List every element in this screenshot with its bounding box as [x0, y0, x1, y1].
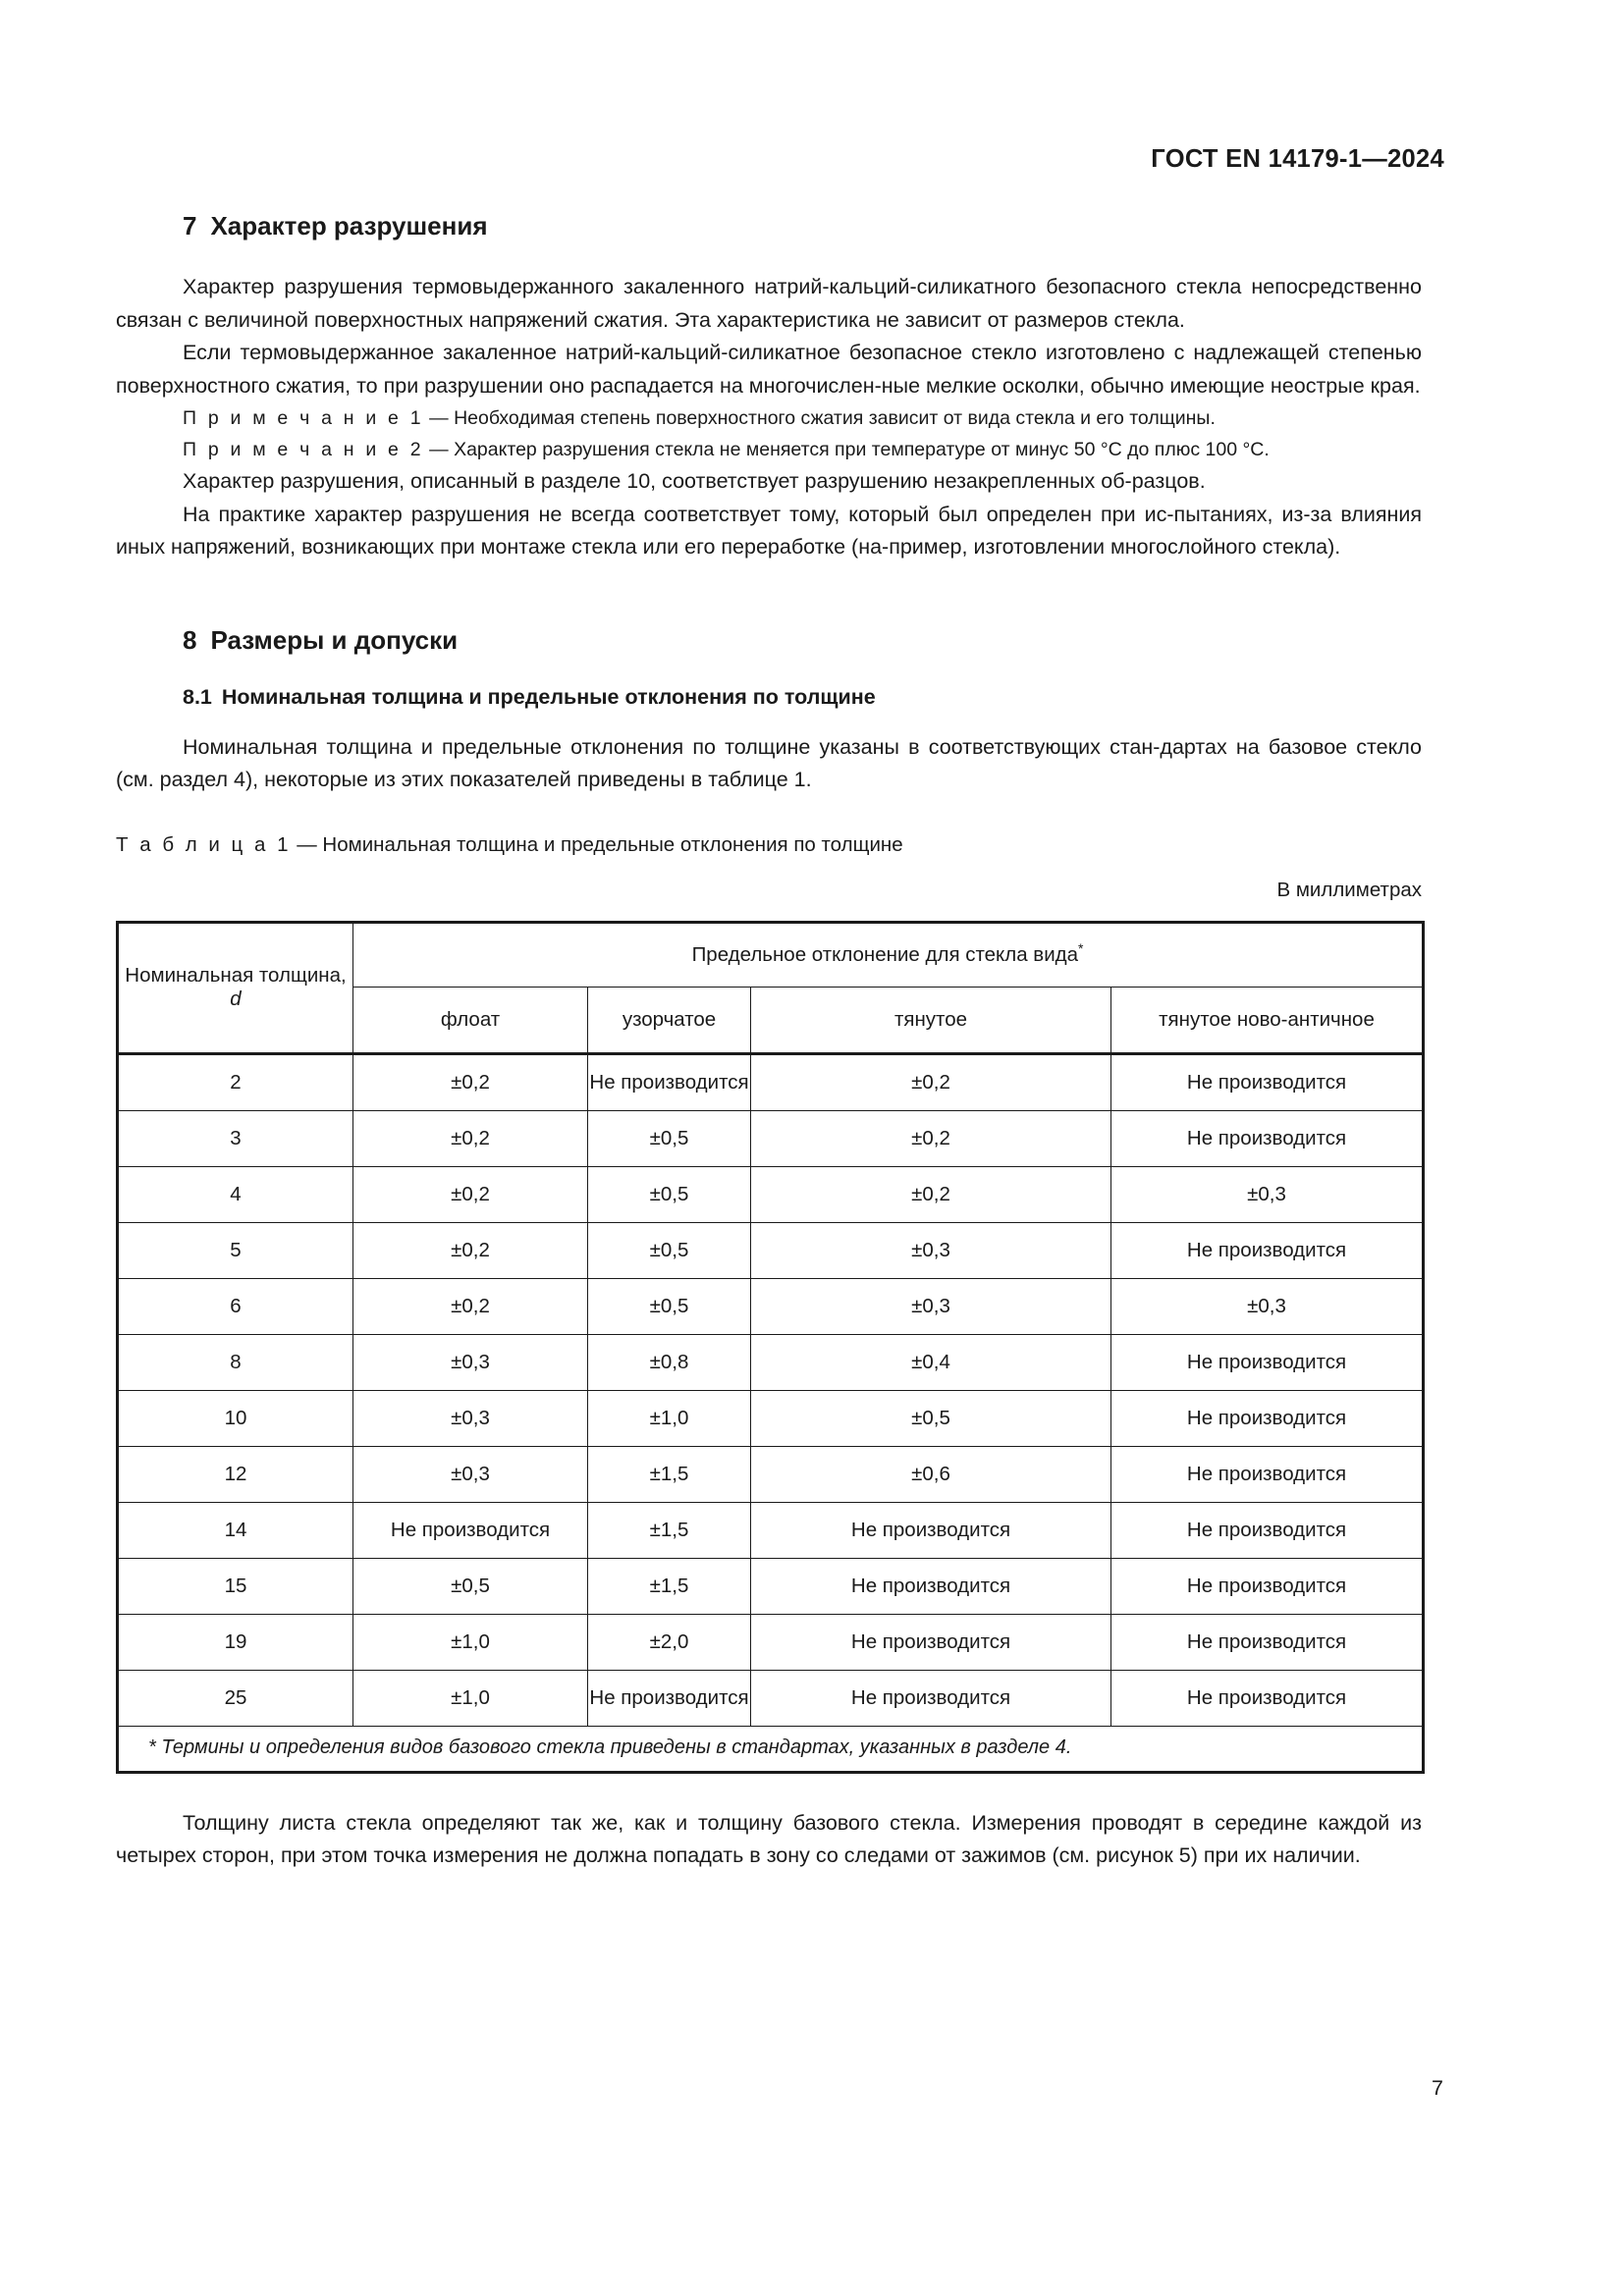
note-2 — [116, 434, 1422, 465]
page-number: 7 — [1432, 2076, 1443, 2100]
cell-thickness: 3 — [118, 1110, 353, 1166]
cell-float: ±0,2 — [353, 1166, 588, 1222]
cell-patterned: ±1,0 — [588, 1390, 751, 1446]
cell-thickness: 4 — [118, 1166, 353, 1222]
section-8-1-heading — [116, 685, 1422, 710]
page-header-standard-number: ГОСТ EN 14179-1—2024 — [1151, 145, 1444, 173]
cell-thickness: 6 — [118, 1278, 353, 1334]
cell-drawn: ±0,2 — [751, 1166, 1111, 1222]
cell-patterned: ±0,5 — [588, 1110, 751, 1166]
units-spacer — [116, 860, 1422, 876]
cell-patterned: ±0,5 — [588, 1166, 751, 1222]
cell-new-antique: Не производится — [1111, 1110, 1424, 1166]
table-1-caption-text: — Номинальная толщина и предельные отклонения по толщине — [291, 832, 903, 856]
table-header-float: флоат — [353, 987, 588, 1053]
cell-thickness: 14 — [118, 1502, 353, 1558]
cell-float: ±0,3 — [353, 1446, 588, 1502]
table-caption-spacer — [116, 797, 1422, 830]
note-2-text: — Характер разрушения стекла не меняется при температуре от минус 50 °C до плюс 100 °C. — [423, 439, 1270, 460]
cell-drawn: ±0,4 — [751, 1334, 1111, 1390]
table-row — [118, 1614, 1424, 1670]
table-row — [118, 1053, 1424, 1110]
table-row — [118, 1278, 1424, 1334]
page-content — [116, 211, 1422, 1873]
table-header-patterned: узорчатое — [588, 987, 751, 1053]
cell-patterned: Не производится — [588, 1053, 751, 1110]
table-row — [118, 1334, 1424, 1390]
table-header-deviation-group — [353, 922, 1424, 987]
cell-drawn: ±0,6 — [751, 1446, 1111, 1502]
cell-new-antique: Не производится — [1111, 1670, 1424, 1726]
cell-new-antique: ±0,3 — [1111, 1166, 1424, 1222]
table-1-body — [118, 1053, 1424, 1772]
section-8-1-number: 8.1 — [183, 684, 212, 709]
cell-drawn: ±0,3 — [751, 1222, 1111, 1278]
cell-float: ±0,3 — [353, 1334, 588, 1390]
section-7-heading — [116, 211, 1422, 241]
table-1-footnote: * Термины и определения видов базового стекла приведены в стандартах, указанных в разделе 4. — [118, 1726, 1424, 1772]
cell-drawn: ±0,2 — [751, 1110, 1111, 1166]
post-table-spacer — [116, 1774, 1422, 1807]
cell-patterned: Не производится — [588, 1670, 751, 1726]
cell-float: ±0,3 — [353, 1390, 588, 1446]
cell-float: ±0,2 — [353, 1278, 588, 1334]
cell-float: Не производится — [353, 1502, 588, 1558]
note-2-label: П р и м е ч а н и е 2 — [183, 439, 424, 460]
cell-thickness: 8 — [118, 1334, 353, 1390]
cell-new-antique: Не производится — [1111, 1502, 1424, 1558]
table-header-nominal-thickness-symbol: d — [230, 988, 242, 1010]
table-1-thickness-tolerances — [116, 921, 1425, 1774]
section-7-title: Характер разрушения — [210, 211, 488, 240]
section-8-heading — [116, 625, 1422, 656]
cell-drawn: Не производится — [751, 1614, 1111, 1670]
footnote-marker-asterisk: * — [1078, 939, 1084, 956]
cell-new-antique: Не производится — [1111, 1446, 1424, 1502]
note-1 — [116, 402, 1422, 434]
cell-patterned: ±1,5 — [588, 1502, 751, 1558]
cell-patterned: ±0,5 — [588, 1278, 751, 1334]
table-header-nominal-thickness — [118, 922, 353, 1053]
cell-thickness: 2 — [118, 1053, 353, 1110]
table-row — [118, 1502, 1424, 1558]
cell-patterned: ±1,5 — [588, 1558, 751, 1614]
cell-drawn: ±0,3 — [751, 1278, 1111, 1334]
table-row — [118, 1558, 1424, 1614]
cell-patterned: ±1,5 — [588, 1446, 751, 1502]
table-header-nominal-thickness-text: Номинальная толщина, — [125, 964, 347, 987]
section-8-1-title: Номинальная толщина и предельные отклонения по толщине — [221, 684, 876, 709]
cell-drawn: ±0,5 — [751, 1390, 1111, 1446]
cell-new-antique: Не производится — [1111, 1558, 1424, 1614]
cell-float: ±1,0 — [353, 1670, 588, 1726]
cell-thickness: 10 — [118, 1390, 353, 1446]
cell-thickness: 25 — [118, 1670, 353, 1726]
table-header-new-antique: тянутое ново-античное — [1111, 987, 1424, 1053]
cell-float: ±0,5 — [353, 1558, 588, 1614]
cell-new-antique: ±0,3 — [1111, 1278, 1424, 1334]
section-7-paragraph-2: Если термовыдержанное закаленное натрий-кальций-силикатное безопасное стекло изготовлено с надлежащей степенью поверхностного сжатия, то при разрушении оно распадается на многочислен-ные мелкие осколки, обычно имеющие неострые края. — [116, 341, 1422, 398]
cell-new-antique: Не производится — [1111, 1614, 1424, 1670]
table-1-caption — [116, 830, 1422, 860]
table-1-caption-label: Т а б л и ц а 1 — [116, 832, 292, 856]
cell-float: ±0,2 — [353, 1110, 588, 1166]
cell-float: ±0,2 — [353, 1222, 588, 1278]
table-spacer — [116, 905, 1422, 921]
note-1-text: — Необходимая степень поверхностного сжатия зависит от вида стекла и его толщины. — [423, 407, 1216, 429]
table-row — [118, 1110, 1424, 1166]
table-row — [118, 1446, 1424, 1502]
cell-thickness: 19 — [118, 1614, 353, 1670]
cell-float: ±0,2 — [353, 1053, 588, 1110]
table-header-drawn: тянутое — [751, 987, 1111, 1053]
cell-new-antique: Не производится — [1111, 1222, 1424, 1278]
cell-drawn: ±0,2 — [751, 1053, 1111, 1110]
cell-drawn: Не производится — [751, 1558, 1111, 1614]
section-7-number: 7 — [183, 211, 197, 240]
table-footnote-row — [118, 1726, 1424, 1772]
cell-new-antique: Не производится — [1111, 1390, 1424, 1446]
cell-patterned: ±2,0 — [588, 1614, 751, 1670]
table-row — [118, 1670, 1424, 1726]
cell-new-antique: Не производится — [1111, 1334, 1424, 1390]
closing-paragraph-1: Толщину листа стекла определяют так же, как и толщину базового стекла. Измерения проводят в середине каждой из четырех сторон, при этом точка измерения не должна попадать в зону со следами от зажимов (см. рисунок 5) при их наличии. — [116, 1810, 1422, 1867]
cell-new-antique: Не производится — [1111, 1053, 1424, 1110]
section-8-number: 8 — [183, 624, 197, 655]
table-header-deviation-group-text: Предельное отклонение для стекла вида — [691, 942, 1079, 966]
cell-patterned: ±0,5 — [588, 1222, 751, 1278]
section-spacer — [116, 564, 1422, 625]
cell-thickness: 5 — [118, 1222, 353, 1278]
note-1-label: П р и м е ч а н и е 1 — [183, 407, 424, 429]
section-8-title: Размеры и допуски — [210, 624, 459, 655]
table-row — [118, 1222, 1424, 1278]
section-8-1-paragraph-1: Номинальная толщина и предельные отклонения по толщине указаны в соответствующих стан-дартах на базовое стекло (см. раздел 4), некоторые из этих показателей приведены в таблице 1. — [116, 734, 1422, 791]
section-7-paragraph-4: На практике характер разрушения не всегда соответствует тому, который был определен при ис-пытаниях, из-за влияния иных напряжений, возникающих при монтаже стекла или его переработке (на-пример, изготовлении многослойного стекла). — [116, 502, 1422, 559]
table-1-head — [118, 922, 1424, 1053]
section-7-paragraph-3: Характер разрушения, описанный в разделе 10, соответствует разрушению незакрепленных об-разцов. — [183, 469, 1206, 493]
cell-thickness: 15 — [118, 1558, 353, 1614]
table-row — [118, 1390, 1424, 1446]
section-7-paragraph-1: Характер разрушения термовыдержанного закаленного натрий-кальций-силикатного безопасного стекла непосредственно связан с величиной поверхностных напряжений сжатия. Эта характеристика не зависит от размеров стекла. — [116, 275, 1422, 332]
cell-drawn: Не производится — [751, 1670, 1111, 1726]
cell-float: ±1,0 — [353, 1614, 588, 1670]
cell-drawn: Не производится — [751, 1502, 1111, 1558]
cell-patterned: ±0,8 — [588, 1334, 751, 1390]
table-1-units: В миллиметрах — [1276, 878, 1422, 901]
cell-thickness: 12 — [118, 1446, 353, 1502]
table-header-row-1 — [118, 922, 1424, 987]
table-row — [118, 1166, 1424, 1222]
